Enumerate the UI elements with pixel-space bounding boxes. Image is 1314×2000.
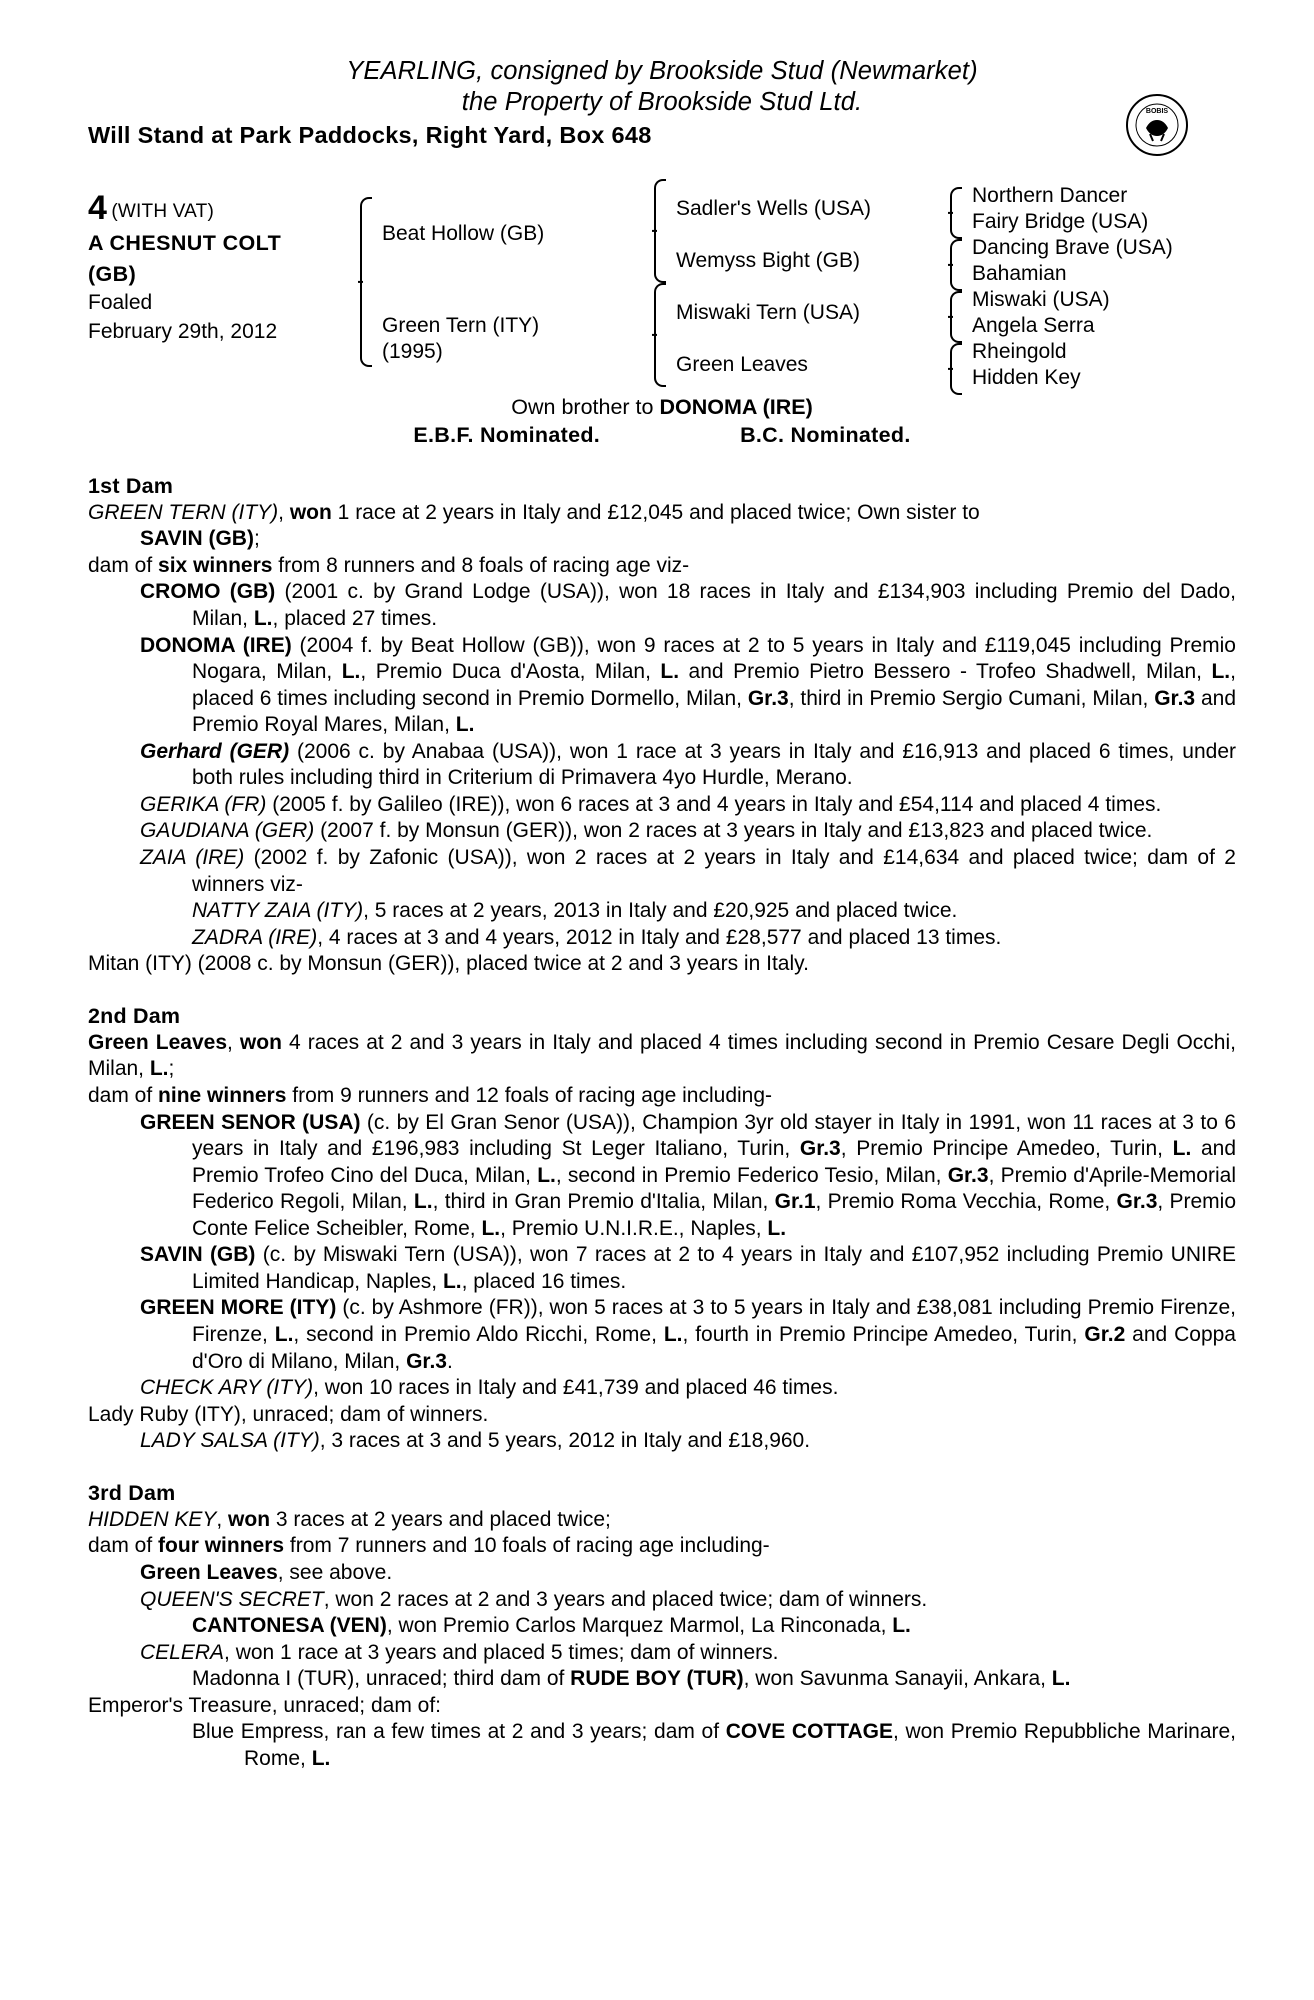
gg-6: Angela Serra xyxy=(972,313,1095,337)
gg-8: Hidden Key xyxy=(972,365,1081,389)
gg-3: Dancing Brave (USA) xyxy=(972,235,1173,259)
foaled-date: February 29th, 2012 xyxy=(88,320,278,344)
pedigree-note: Blue Empress, ran a few times at 2 and 3 years; dam of COVE COTTAGE, won Premio Repubbliche Marinare, Rome, L. xyxy=(192,1720,1236,1770)
gg-5: Miswaki (USA) xyxy=(972,287,1110,311)
svg-text:BOBIS: BOBIS xyxy=(1145,108,1169,115)
pedigree-note: HIDDEN KEY, won 3 races at 2 years and placed twice; xyxy=(88,1507,611,1531)
bc-nominated: B.C. Nominated. xyxy=(740,422,911,447)
generation-1 xyxy=(382,183,650,393)
gg-1: Northern Dancer xyxy=(972,183,1128,207)
lot-identity xyxy=(88,183,356,346)
pedigree-note: GREEN SENOR (USA) (c. by El Gran Senor (USA)), Champion 3yr old stayer in Italy in 1991, won 11 races at 3 to 6 years in Italy and £196,983 including St Leger Italiano, Turin, Gr.3, Premio Principe Amedeo, Turin, L. and Premio Trofeo Cino del Duca, Milan, L., second in Premio Federico Tesio, Milan, Gr.3, Premio d'Aprile-Memorial Federico Regoli, Milan, L., third in Gran Premio d'Italia, Milan, Gr.1, Premio Roma Vecchia, Rome, Gr.3, Premio Conte Felice Scheibler, Rome, L., Premio U.N.I.R.E., Naples, L. xyxy=(140,1110,1237,1240)
pedigree-note: Lady Ruby (ITY), unraced; dam of winners. xyxy=(88,1402,489,1426)
gg-2: Fairy Bridge (USA) xyxy=(972,209,1149,233)
sire-cell xyxy=(382,209,650,301)
pedigree-note: ZAIA (IRE) (2002 f. by Zafonic (USA)), won 2 races at 2 years in Italy and £14,634 and placed twice; dam of 2 winners viz- xyxy=(140,846,1236,896)
pedigree-note: Green Leaves, won 4 races at 2 and 3 years in Italy and placed 4 times including second in Premio Cesare Degli Occhi, Milan, L.; xyxy=(88,1030,1236,1081)
ebf-nominated: E.B.F. Nominated. xyxy=(413,422,601,447)
dam-cell xyxy=(382,301,650,393)
consignor-line: YEARLING, consigned by Brookside Stud (Newmarket) xyxy=(346,57,978,85)
generation-2 xyxy=(676,183,946,391)
pedigree-note: QUEEN'S SECRET, won 2 races at 2 and 3 years and placed twice; dam of winners. xyxy=(140,1587,928,1611)
bracket-gen1 xyxy=(356,183,382,393)
bracket-gen3 xyxy=(946,183,972,393)
colt-description: A CHESNUT COLT xyxy=(88,230,282,255)
dam-heading: 2nd Dam xyxy=(88,1003,181,1028)
pedigree-note: DONOMA (IRE) (2004 f. by Beat Hollow (GB)), won 9 races at 2 to 5 years in Italy and £119,045 including Premio Nogara, Milan, L., Premio Duca d'Aosta, Milan, L. and Premio Pietro Bessero - Trofeo Shadwell, Milan, L., placed 6 times including second in Premio Dormello, Milan, Gr.3, third in Premio Sergio Cumani, Milan, Gr.3 and Premio Royal Mares, Milan, L. xyxy=(140,633,1236,737)
pedigree-note: GREEN MORE (ITY) (c. by Ashmore (FR)), won 5 races at 3 to 5 years in Italy and £38,081 including Premio Firenze, Firenze, L., second in Premio Aldo Ricchi, Rome, L., fourth in Premio Principe Amedeo, Turin, Gr.2 and Coppa d'Oro di Milano, Milan, Gr.3. xyxy=(140,1296,1236,1373)
page-header xyxy=(88,56,1236,149)
gg-7: Rheingold xyxy=(972,339,1067,363)
nominations xyxy=(88,423,1236,448)
dam-dam: Green Leaves xyxy=(676,352,808,376)
dam-heading: 3rd Dam xyxy=(88,1480,176,1505)
own-brother-prefix: Own brother to xyxy=(511,394,660,419)
own-brother-line xyxy=(88,395,1236,420)
own-brother-name: DONOMA (IRE) xyxy=(659,394,813,419)
vat-note: (WITH VAT) xyxy=(111,200,214,222)
bracket-gen2 xyxy=(650,183,676,393)
dam-year: (1995) xyxy=(382,339,443,363)
lot-number: 4 xyxy=(88,188,107,227)
pedigree-note: CANTONESA (VEN), won Premio Carlos Marquez Marmol, La Rinconada, L. xyxy=(192,1614,911,1638)
pedigree-note: SAVIN (GB) (c. by Miswaki Tern (USA)), won 7 races at 2 to 4 years in Italy and £107,952 including Premio UNIRE Limited Handicap, Naples, L., placed 16 times. xyxy=(140,1243,1236,1293)
dam-sire: Miswaki Tern (USA) xyxy=(676,300,860,324)
pedigree-note: GREEN TERN (ITY), won 1 race at 2 years in Italy and £12,045 and placed twice; Own sister to xyxy=(88,500,980,524)
sire-sire: Sadler's Wells (USA) xyxy=(676,196,871,220)
foaled-label: Foaled xyxy=(88,291,153,315)
pedigree-note: GERIKA (FR) (2005 f. by Galileo (IRE)), won 6 races at 3 and 4 years in Italy and £54,114 and placed 4 times. xyxy=(140,792,1162,816)
colt-country: (GB) xyxy=(88,261,137,286)
pedigree-note: dam of four winners from 7 runners and 10 foals of racing age including- xyxy=(88,1534,770,1558)
pedigree-note: Gerhard (GER) (2006 c. by Anabaa (USA)), won 1 race at 3 years in Italy and £16,913 and placed 6 times, under both rules including third in Criterium di Primavera 4yo Hurdle, Merano. xyxy=(140,739,1236,790)
pedigree-note: GAUDIANA (GER) (2007 f. by Monsun (GER)), won 2 races at 3 years in Italy and £13,823 and placed twice. xyxy=(140,819,1153,843)
pedigree-note: CHECK ARY (ITY), won 10 races in Italy and £41,739 and placed 46 times. xyxy=(140,1376,839,1400)
pedigree-note: Mitan (ITY) (2008 c. by Monsun (GER)), placed twice at 2 and 3 years in Italy. xyxy=(88,952,809,976)
pedigree-note: dam of nine winners from 9 runners and 12 foals of racing age including- xyxy=(88,1083,773,1107)
property-line: the Property of Brookside Stud Ltd. xyxy=(461,88,863,117)
pedigree-note: SAVIN (GB); xyxy=(140,527,260,551)
pedigree-note: CROMO (GB) (2001 c. by Grand Lodge (USA)), won 18 races in Italy and £134,903 including Premio del Dado, Milan, L., placed 27 times. xyxy=(140,580,1236,630)
pedigree-note: Emperor's Treasure, unraced; dam of: xyxy=(88,1693,442,1717)
sire-name: Beat Hollow (GB) xyxy=(382,221,545,245)
pedigree-note: NATTY ZAIA (ITY), 5 races at 2 years, 2013 in Italy and £20,925 and placed twice. xyxy=(192,899,958,923)
pedigree-note: Madonna I (TUR), unraced; third dam of RUDE BOY (TUR), won Savunma Sanayii, Ankara, L. xyxy=(192,1667,1071,1691)
gg-4: Bahamian xyxy=(972,261,1067,285)
stand-location-line: Will Stand at Park Paddocks, Right Yard, Box 648 xyxy=(88,121,652,148)
pedigree-note: dam of six winners from 8 runners and 8 foals of racing age viz- xyxy=(88,553,690,577)
dam-name: Green Tern (ITY) xyxy=(382,313,540,337)
dam-sections xyxy=(88,474,1236,1773)
pedigree-table xyxy=(88,183,1236,393)
bobis-logo-icon xyxy=(1126,94,1188,156)
pedigree-note: LADY SALSA (ITY), 3 races at 3 and 5 years, 2012 in Italy and £18,960. xyxy=(140,1429,811,1453)
generation-3 xyxy=(972,183,1222,391)
pedigree-note: CELERA, won 1 race at 3 years and placed 5 times; dam of winners. xyxy=(140,1640,779,1664)
sire-dam: Wemyss Bight (GB) xyxy=(676,248,860,272)
pedigree-note: ZADRA (IRE), 4 races at 3 and 4 years, 2012 in Italy and £28,577 and placed 13 times. xyxy=(192,925,1002,949)
pedigree-note: Green Leaves, see above. xyxy=(140,1560,393,1584)
dam-heading: 1st Dam xyxy=(88,473,174,498)
